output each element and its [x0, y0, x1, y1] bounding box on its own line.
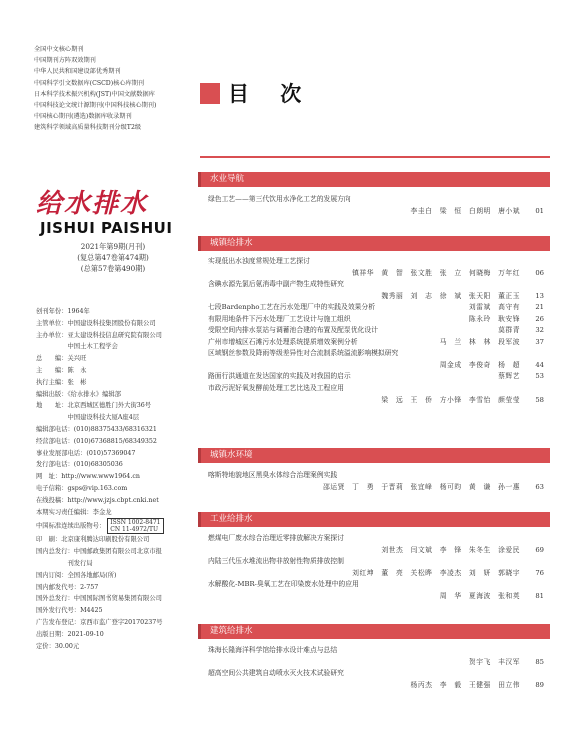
article-row[interactable]	[208, 302, 550, 314]
masthead-line: 中国土木工程学会	[36, 343, 118, 351]
section-articles	[208, 533, 550, 602]
issn-line	[36, 518, 216, 534]
article-title[interactable]: 珠海长隆海洋科学馆给排水设计难点与总结	[208, 646, 338, 654]
article-authors: 魏秀丽 刘 志 徐 斌 张天阳 董正玉	[381, 292, 520, 300]
article-byline	[208, 205, 550, 217]
issn-number: ISSN 1002-8471	[110, 519, 161, 527]
section-articles	[208, 194, 550, 217]
masthead-line: 中国建设科技大厦A座4层	[36, 414, 140, 422]
masthead-line: 国内订阅：全国各地邮局(所)	[36, 571, 117, 579]
index-item: 建筑科学领域高质量科技期刊分级T2级	[34, 124, 142, 132]
masthead-line: 国外总发行：中国国际图书贸易集团有限公司	[36, 595, 162, 603]
article-title[interactable]: 广州市增城区石滩污水处理系统提质增效案例分析	[208, 337, 358, 346]
index-item: 中国核心期刊(遴选)数据库收录期刊	[34, 113, 132, 121]
article-page: 26	[535, 314, 544, 323]
article-byline	[208, 656, 550, 668]
index-item: 全国中文核心期刊	[34, 46, 84, 53]
section-articles	[208, 645, 550, 691]
issue-line: 2021年第9期(月刊)	[80, 242, 146, 251]
article-title[interactable]: 实现低出水浊度常规处理工艺探讨	[208, 257, 310, 265]
article-title[interactable]: 绿色工艺——第三代饮用水净化工艺的发展方向	[208, 195, 351, 203]
article-page: 13	[535, 292, 544, 300]
toc-title-marker	[200, 83, 220, 104]
masthead-line: 国内邮发代号：2-757	[36, 583, 99, 591]
article-title[interactable]: 七段Bardenpho工艺在污水处理厂中的实践及效果分析	[208, 303, 376, 311]
masthead-line: 国外发行代号：M4425	[36, 607, 103, 615]
article-title[interactable]: 路面行洪通道在发达国家的实践及对我国的启示	[208, 372, 351, 380]
article-authors: 莫群青	[498, 326, 520, 334]
article-page: 37	[535, 337, 544, 346]
article-authors: 陈永玲 耿安锋	[468, 314, 520, 323]
journal-logo: 给水排水	[36, 189, 149, 219]
issue-info	[58, 241, 168, 274]
article-byline	[208, 394, 550, 406]
issue-line: (总第57卷第490期)	[80, 264, 146, 273]
masthead-line: 电子信箱：gsps@vip.163.com	[36, 484, 128, 492]
section-articles	[208, 256, 550, 406]
masthead-line: 事业发展部电话：(010)57369047	[36, 449, 136, 457]
masthead	[36, 306, 216, 652]
masthead-line: 刊发行局	[36, 559, 93, 567]
index-item: 中国科学引文数据库(CSCD)核心库期刊	[34, 79, 145, 87]
article-title[interactable]: 喀斯特地貌地区黑臭水体综合治理案例实践	[208, 471, 338, 479]
index-list	[34, 44, 204, 134]
article-page: 63	[535, 483, 544, 491]
article-page: 44	[535, 361, 544, 369]
masthead-line: 国内总发行：中国邮政集团有限公司北京市报	[36, 548, 162, 556]
article-row[interactable]	[208, 337, 550, 349]
masthead-line: 编辑出版：《给水排水》编辑部	[36, 390, 122, 398]
masthead-line: 网 址：http://www.www1964.cn	[36, 473, 140, 481]
index-item: 日本科学技术振兴机构(JST)中国文献数据库	[34, 90, 155, 98]
issn-label: 中国标准连续出版物号：	[36, 522, 106, 530]
article-title[interactable]: 内陆三代压水堆流出物非放射性物质排放控制	[208, 557, 344, 565]
article-authors: 周金成 李俊奇 杨 超	[439, 361, 520, 369]
section-header: 城镇水环境	[200, 448, 550, 463]
index-item: 中华人民共和国建设部优秀期刊	[34, 68, 121, 76]
article-title[interactable]: 市政污泥好氧发酵前处理工艺比选及工程应用	[208, 383, 344, 392]
cn-number: CN 11-4972/TU	[110, 526, 159, 534]
issue-line: (复总第47卷第474期)	[77, 253, 149, 262]
article-title[interactable]: 区域钢丝参数及降雨等级差异性对合流制系统溢流影响模拟研究	[208, 349, 399, 357]
article-page: 32	[535, 326, 544, 334]
article-page: 89	[535, 681, 544, 689]
masthead-line: 发行部电话：(010)68305036	[36, 461, 123, 469]
article-byline	[208, 590, 550, 602]
article-authors: 邵运贤 丁 勇 于晋莉 张宜峰 杨可昀 黄 谦 孙一惠	[322, 483, 520, 491]
masthead-line: 编辑部电话：(010)88375433/68316321	[36, 425, 157, 433]
article-page: 85	[535, 658, 544, 666]
article-byline	[208, 267, 550, 279]
article-authors: 周 华 夏海波 张和英	[439, 592, 520, 600]
section-articles	[208, 470, 550, 493]
article-authors: 刘红坤 董 亮 关松晔 李凌杰 刘 妍 郭晓宇	[352, 569, 520, 577]
article-title[interactable]: 燃煤电厂废水综合治理近零排放解决方案探讨	[208, 534, 344, 542]
article-title[interactable]: 水解酸化-MBR-臭氧工艺在印染废水处理中的应用	[208, 580, 359, 588]
masthead-line: 主 编：陈 永	[36, 366, 87, 374]
article-byline	[208, 544, 550, 556]
article-authors: 刘雷斌 高守有	[468, 303, 520, 311]
section-header: 建筑给排水	[200, 624, 550, 639]
article-byline	[208, 567, 550, 579]
article-authors: 蔡辉艺	[498, 372, 520, 380]
article-page: 21	[535, 303, 544, 311]
article-row[interactable]	[208, 314, 550, 326]
article-authors: 贺宇飞 丰汉军	[468, 658, 520, 666]
article-page: 69	[535, 546, 544, 554]
article-page: 81	[535, 592, 544, 600]
masthead-line: 主办单位：亚太建设科技信息研究院有限公司	[36, 331, 162, 339]
masthead-line: 主管单位：中国建设科技集团股份有限公司	[36, 319, 156, 327]
masthead-line: 广告发布登记：京西市监广登字20170237号	[36, 618, 163, 626]
article-byline	[208, 481, 550, 493]
section-header: 水业导航	[200, 172, 550, 187]
article-row[interactable]	[208, 371, 550, 383]
divider	[200, 156, 550, 158]
section-header: 工业给排水	[200, 512, 550, 527]
article-page: 06	[535, 269, 544, 277]
article-title[interactable]: 受限空间内排水泵站与调蓄池合建的布置及配泵优化设计	[208, 326, 378, 334]
article-row[interactable]	[208, 325, 550, 337]
toc-title: 目 次	[228, 82, 314, 106]
masthead-line: 印 刷：北京康利腾达印刷股份有限公司	[36, 536, 150, 544]
masthead-line: 本期实习责任编辑：李金龙	[36, 508, 112, 516]
masthead-line: 经营部电话：(010)67368815/68349352	[36, 437, 157, 445]
article-authors: 李圭白 梁 恒 白朗明 唐小斌	[410, 207, 520, 215]
masthead-line: 创刊年份：1964年	[36, 308, 90, 315]
article-authors: 马 兰 林 林 段军波	[439, 337, 520, 346]
section-header: 城镇给排水	[200, 236, 550, 251]
article-byline	[208, 359, 550, 371]
index-item: 中国期刊方阵双效期刊	[34, 57, 96, 65]
masthead-line: 出版日期：2021-09-10	[36, 630, 104, 638]
article-authors: 杨丙杰 李 毅 王健强 田立伟	[410, 681, 520, 689]
article-title[interactable]: 有限用地条件下污水处理厂工艺设计与施工组织	[208, 314, 351, 323]
article-authors: 刘世杰 闫文斌 李 锋 朱冬生 涂爱民	[381, 546, 520, 554]
masthead-line: 总 编：关兴旺	[36, 355, 87, 363]
article-authors: 镇祥华 黄 智 张文胜 张 立 何晓梅 万年红	[352, 269, 520, 277]
article-page: 53	[535, 372, 544, 380]
article-byline	[208, 290, 550, 302]
masthead-line: 执行主编：张 彬	[36, 378, 87, 386]
issn-box	[107, 518, 163, 534]
index-item: 中国科技论文统计源期刊(中国科技核心期刊)	[34, 102, 157, 110]
journal-roman-title: JISHUI PAISHUI	[40, 219, 173, 237]
article-title[interactable]: 超高空间公共建筑自动喷水灭火技术试验研究	[208, 669, 344, 677]
article-byline	[208, 679, 550, 691]
masthead-line: 地 址：北京西城区德胜门外大街36号	[36, 402, 152, 410]
article-title[interactable]: 含碘水源先氯后氨消毒中副产物生成特性研究	[208, 280, 344, 288]
masthead-line: 在线投稿：http://www.jzjs.cbpt.cnki.net	[36, 496, 159, 504]
article-page: 01	[535, 207, 544, 215]
article-authors: 梁 远 王 侨 方小锋 李雪怡 颜莹莹	[381, 395, 520, 404]
article-page: 58	[535, 395, 544, 404]
article-page: 76	[535, 569, 544, 577]
masthead-line: 定价：30.00元	[36, 642, 80, 650]
